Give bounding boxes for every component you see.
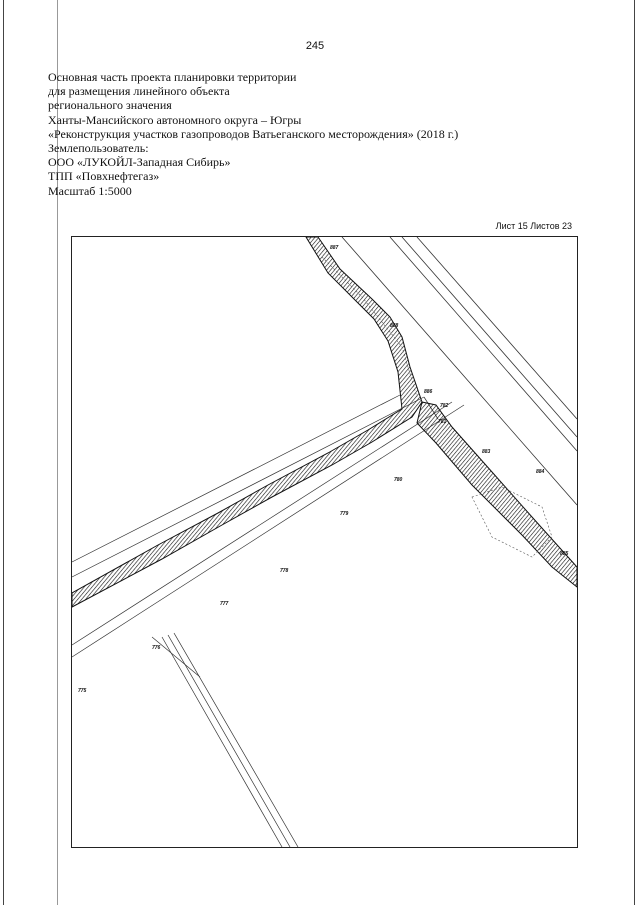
header-line-2: для размещения линейного объекта: [48, 84, 230, 99]
point-label: 777: [220, 601, 229, 607]
point-label: 884: [536, 469, 545, 475]
header-line-6: Землепользователь:: [48, 141, 149, 156]
point-label: 782: [440, 403, 449, 409]
point-label: 886: [424, 389, 433, 395]
sheet-label: Лист 15 Листов 23: [495, 221, 572, 231]
point-label: 888: [390, 323, 399, 329]
document-header: [48, 70, 458, 198]
secondary-lines: [162, 633, 298, 847]
point-label: 887: [330, 245, 339, 251]
header-line-5: «Реконструкция участков газопроводов Ватьеганского месторождения» (2018 г.): [48, 126, 459, 141]
point-label: 883: [482, 449, 491, 455]
point-label: 778: [280, 568, 289, 574]
parallel-boundaries: [72, 395, 464, 677]
point-label: 775: [78, 688, 87, 694]
scale-line: Масштаб 1:5000: [48, 183, 132, 198]
point-label: 779: [340, 511, 349, 517]
point-label: 885: [560, 551, 569, 557]
pipeline-corridor: [72, 237, 577, 607]
header-line-3: регионального значения: [48, 98, 172, 113]
point-label: 780: [394, 477, 403, 483]
point-label: 781: [438, 419, 447, 425]
scan-edge-right: [634, 0, 635, 905]
point-label: 776: [152, 645, 161, 651]
header-line-7: ООО «ЛУКОЙЛ-Западная Сибирь»: [48, 155, 231, 170]
header-line-1: Основная часть проекта планировки территории: [48, 70, 297, 84]
plan-map-drawing: [72, 237, 577, 847]
header-line-4: Ханты-Мансийского автономного округа – Югры: [48, 112, 302, 127]
header-line-8: ТПП «Повхнефтегаз»: [48, 169, 160, 184]
scan-edge-left: [3, 0, 4, 905]
page-number: 245: [305, 40, 325, 52]
plan-map: [71, 236, 578, 848]
